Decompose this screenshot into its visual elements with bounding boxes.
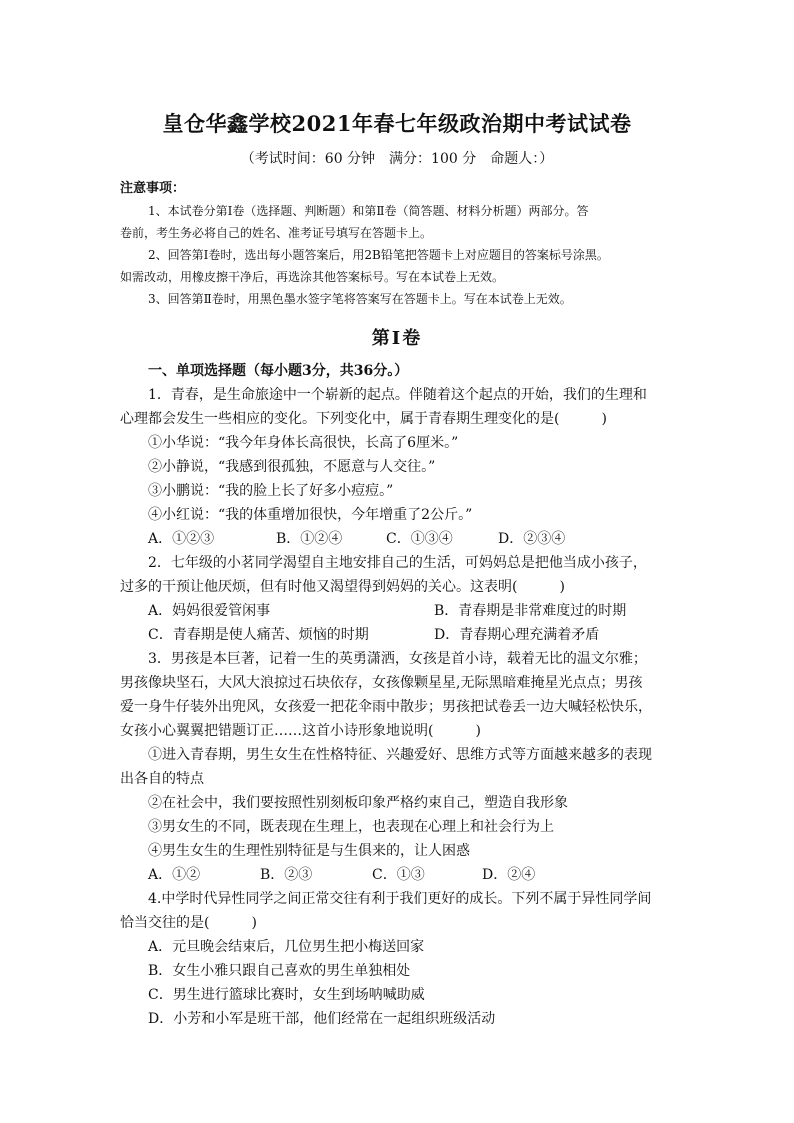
q3-statement-2: ②在社会中，我们要按照性别刻板印象严格约束自己，塑造自我形象: [148, 795, 568, 811]
note-1-line-2: 卷前，考生务必将自己的姓名、准考证号填写在答题卡上。: [120, 226, 433, 240]
note-2-line-2: 如需改动，用橡皮擦干净后，再选涂其他答案标号。写在本试卷上无效。: [120, 270, 505, 284]
q3-option-c: C．①③: [372, 867, 425, 883]
q1-option-a: A．①②③: [148, 531, 215, 547]
q4-option-a: A．元旦晚会结束后，几位男生把小梅送回家: [148, 939, 425, 955]
exam-subtitle: （考试时间：60 分钟 满分：100 分 命题人：）: [240, 151, 554, 167]
note-2: [120, 244, 676, 266]
q2-option-d: D．青春期心理充满着矛盾: [434, 627, 600, 643]
exam-title: 皇仓华鑫学校2021年春七年级政治期中考试试卷: [162, 111, 632, 136]
q2-stem-line-2: 过多的干预让他厌烦，但有时他又渴望得到妈妈的关心。这表明( ): [120, 579, 565, 595]
note-1-line-1: 1、本试卷分第Ⅰ卷（选择题、判断题）和第Ⅱ卷（简答题、材料分析题）两部分。答: [148, 204, 589, 218]
q3-option-d: D．②④: [482, 867, 536, 883]
q2-stem-line-1: 2．七年级的小茗同学渴望自主地安排自己的生活，可妈妈总是把他当成小孩子，: [148, 555, 647, 571]
q1-option-b: B．①②④: [276, 531, 343, 547]
note-2-cont: [120, 266, 676, 288]
notes-heading: 注意事项：: [120, 181, 186, 196]
q2-option-b: B．青春期是非常难度过的时期: [434, 603, 627, 619]
note-1-cont: [120, 222, 676, 244]
q3-option-a: A．①②: [148, 867, 201, 883]
q1-statement-3: ③小鹏说：“我的脸上长了好多小痘痘。”: [148, 483, 394, 499]
q3-stem-line-1: 3．男孩是本巨著，记着一生的英勇潇洒，女孩是首小诗，载着无比的温文尔雅；: [148, 651, 647, 667]
q2-option-a: A．妈妈很爱管闲事: [148, 603, 271, 619]
q1-option-c: C．①③④: [386, 531, 453, 547]
q1-statement-2: ②小静说，“我感到很孤独，不愿意与人交往。”: [148, 459, 436, 475]
q3-option-b: B．②③: [260, 867, 313, 883]
section-title: 第Ⅰ卷: [371, 328, 423, 349]
q3-stem-line-2: 男孩像块坚石，大风大浪掠过石块依存，女孩像颗星星,无际黑暗难掩星光点点；男孩: [120, 675, 643, 691]
note-2-line-1: 2、回答第Ⅰ卷时，选出每小题答案后，用2B铅笔把答题卡上对应题目的答案标号涂黑。: [148, 248, 609, 262]
part-heading: 一、单项选择题（每小题3分，共36分。）: [148, 363, 409, 379]
q3-stem-line-4: 女孩小心翼翼把错题订正……这首小诗形象地说明( ): [120, 723, 481, 739]
note-3: [120, 288, 676, 310]
q3-statement-1-cont: 出各自的特点: [120, 771, 204, 787]
q1-stem-line-1: 1．青春，是生命旅途中一个崭新的起点。伴随着这个起点的开始，我们的生理和: [148, 387, 647, 403]
note-3-line-1: 3、回答第Ⅱ卷时，用黑色墨水签字笔将答案写在答题卡上。写在本试卷上无效。: [148, 292, 572, 306]
q1-option-d: D．②③④: [498, 531, 566, 547]
q3-statement-1: ①进入青春期，男生女生在性格特征、兴趣爱好、思维方式等方面越来越多的表现: [148, 747, 652, 763]
q1-statement-4: ④小红说：“我的体重增加很快，今年增重了2公斤。”: [148, 507, 473, 523]
q4-option-c: C．男生进行篮球比赛时，女生到场呐喊助威: [148, 987, 425, 1003]
q2-option-c: C．青春期是使人痛苦、烦恼的时期: [148, 627, 369, 643]
q4-stem-line-1: 4.中学时代异性同学之间正常交往有利于我们更好的成长。下列不属于异性同学间: [148, 891, 652, 907]
note-1: [120, 200, 676, 222]
q4-option-b: B．女生小雅只跟自己喜欢的男生单独相处: [148, 963, 411, 979]
q3-stem-line-3: 爱一身牛仔装外出兜风，女孩爱一把花伞雨中散步；男孩把试卷丢一边大喊轻松快乐，: [120, 699, 652, 715]
q1-statement-1: ①小华说：“我今年身体长高很快，长高了6厘米。”: [148, 435, 459, 451]
q3-statement-4: ④男生女生的生理性别特征是与生俱来的，让人困惑: [148, 843, 470, 859]
q1-stem-line-2: 心理都会发生一些相应的变化。下列变化中，属于青春期生理变化的是( ): [120, 411, 607, 427]
q4-option-d: D．小芳和小军是班干部，他们经常在一起组织班级活动: [148, 1011, 496, 1027]
q3-statement-3: ③男女生的不同，既表现在生理上，也表现在心理上和社会行为上: [148, 819, 554, 835]
q4-stem-line-2: 恰当交往的是( ): [120, 915, 257, 931]
